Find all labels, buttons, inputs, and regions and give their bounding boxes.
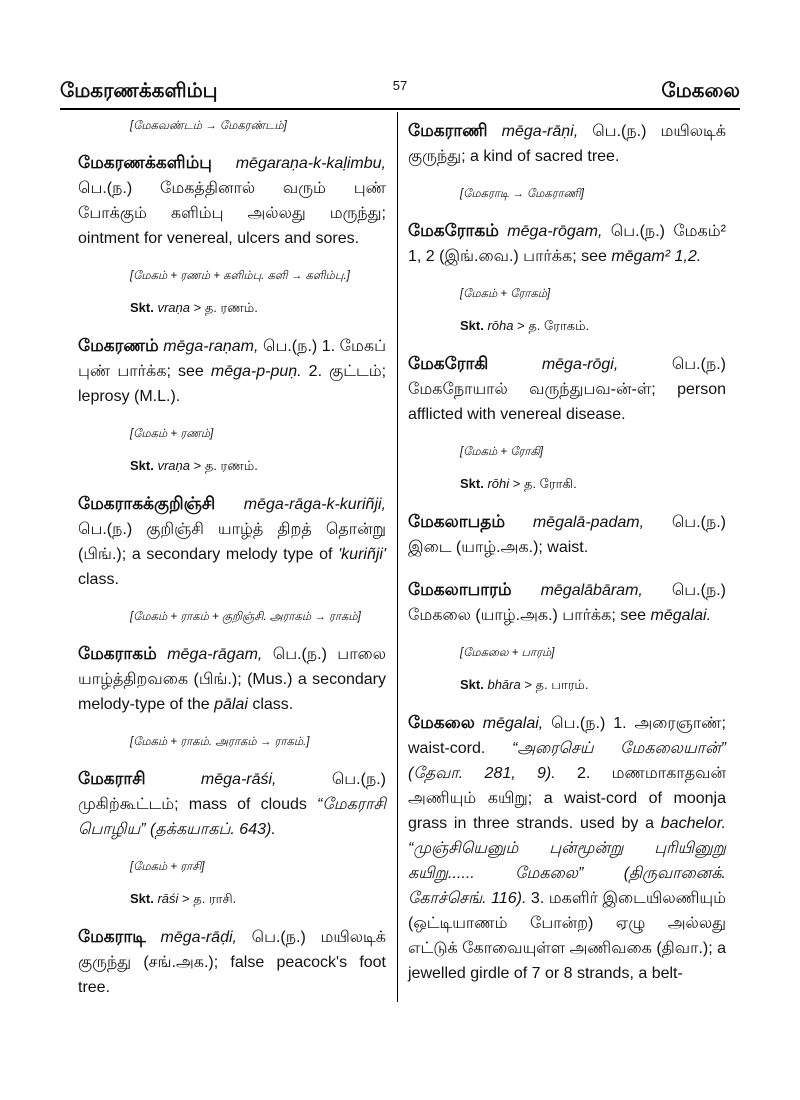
quoted-term: 'kuriñji' bbox=[338, 546, 387, 563]
header-rule bbox=[60, 108, 740, 110]
definition: பெ.(ந.) மயிலடிக் குருந்து; a kind of sacred tree. bbox=[408, 123, 727, 165]
headword: மேகரணக்களிம்பு bbox=[78, 153, 212, 172]
definition: பெ.(ந.) இடை (யாழ்.அக.); waist. bbox=[408, 514, 726, 556]
transliteration: mēga-rāṇi, bbox=[501, 123, 579, 140]
header-left-word: மேகரணக்களிம்பு bbox=[60, 80, 218, 102]
definition: 3. மகளிர் இடையிலணியும் (ஒட்டியாணம் போன்ற) ஏழு அல்லது எட்டுக் கோவையுள்ள அணிவகை (திவா.); a jewelled girdle of 7 or 8 strands, a belt- bbox=[408, 890, 727, 982]
etymology: [மேகராடி → மேகராணி] bbox=[460, 188, 584, 200]
definition: பெ.(ந.) மயிலடிக் குருந்து (சங்.அக.); false peacock's foot tree. bbox=[78, 929, 386, 996]
header-right-word: மேகலை bbox=[661, 80, 740, 102]
headword: மேகலை bbox=[408, 713, 475, 732]
page-number: 57 bbox=[392, 78, 408, 93]
dictionary-entry bbox=[78, 333, 386, 409]
transliteration: mēgaraṇa-k-kaḷimbu, bbox=[235, 155, 386, 172]
left-column bbox=[78, 118, 386, 1017]
see-reference: mēgalai. bbox=[650, 607, 712, 624]
page-header bbox=[60, 76, 740, 106]
definition: பெ.(ந.) முகிற்கூட்டம்; mass of clouds bbox=[78, 771, 386, 813]
definition: பெ.(ந.) குறிஞ்சி யாழ்த் திறத் தொன்று (பிங்.); a secondary melody type of bbox=[78, 521, 386, 563]
definition: பெ.(ந.) மேகத்தினால் வரும் புண் போக்கும் களிம்பு அல்லது மருந்து; ointment for venereal, ulcers and sores. bbox=[78, 180, 386, 247]
etymology: [மேகம் + ராகம் + குறிஞ்சி. அராகம் → ராகம்] bbox=[130, 611, 361, 623]
transliteration: mēga-rāgam, bbox=[167, 646, 263, 663]
definition: class. bbox=[78, 571, 119, 588]
dictionary-entry bbox=[408, 710, 726, 986]
dictionary-entry bbox=[78, 641, 386, 717]
italic-term: pālai bbox=[214, 696, 248, 713]
definition: பெ.(ந.) மேகலை (யாழ்.அக.) பார்க்க; see bbox=[408, 582, 726, 624]
headword: மேகலாபாரம் bbox=[408, 580, 512, 599]
dictionary-entry bbox=[408, 118, 726, 169]
transliteration: mēga-rāga-k-kuriñji, bbox=[243, 496, 386, 513]
dictionary-entry bbox=[408, 218, 726, 269]
sanskrit-origin: Skt. rāśi > த. ராசி. bbox=[130, 891, 237, 906]
transliteration: mēga-rōgi, bbox=[541, 356, 619, 373]
dictionary-entry bbox=[78, 491, 386, 592]
definition: பெ.(ந.) 1. மேகப் புண் பார்க்க; see bbox=[78, 338, 386, 380]
sanskrit-origin: Skt. vraṇa > த. ரணம். bbox=[130, 300, 258, 315]
headword: மேகராணி bbox=[408, 121, 488, 140]
etymology: [மேகவண்டம் → மேகரண்டம்] bbox=[130, 120, 287, 132]
dictionary-entry bbox=[78, 924, 386, 1000]
etymology: [மேகம் + ராசி] bbox=[130, 861, 205, 873]
italic-term: bachelor. bbox=[660, 815, 726, 832]
etymology: [மேகலை + பாரம்] bbox=[460, 647, 555, 659]
column-divider bbox=[397, 112, 398, 1002]
definition: பெ.(ந.) பாலை யாழ்த்திறவகை (பிங்.); (Mus.) a secondary melody-type of the bbox=[78, 646, 386, 713]
sanskrit-origin: Skt. vraṇa > த. ரணம். bbox=[130, 458, 258, 473]
definition: 2. மணமாகாதவன் அணியும் கயிறு; a waist-cord of moonja grass in three strands. used by a bbox=[408, 765, 726, 832]
headword: மேகரோகி bbox=[408, 354, 489, 373]
transliteration: mēga-rāḍi, bbox=[160, 929, 237, 946]
headword: மேகரணம் bbox=[78, 336, 159, 355]
citation-quote: “மேகராசி பொழிய” (தக்கயாகப். 643). bbox=[78, 796, 386, 838]
headword: மேகராடி bbox=[78, 927, 146, 946]
definition: class. bbox=[252, 696, 294, 713]
see-reference: mēgam² 1,2. bbox=[611, 248, 702, 265]
etymology: [மேகம் + ராகம். அராகம் → ராகம்.] bbox=[130, 736, 310, 748]
dictionary-entry bbox=[408, 351, 726, 427]
citation-quote: “முஞ்சியெனும் புன்மூன்று புரியினுறு கயிறு...... மேகலை” (திருவானைக். கோச்செங். 116). bbox=[408, 840, 726, 907]
transliteration: mēgalai, bbox=[482, 715, 544, 732]
headword: மேகலாபதம் bbox=[408, 512, 506, 531]
etymology: [மேகம் + ரோகி] bbox=[460, 446, 544, 458]
transliteration: mēga-rāśi, bbox=[200, 771, 277, 788]
definition: பெ.(ந.) 1. அரைஞாண்; waist-cord. bbox=[408, 715, 726, 757]
headword: மேகராகக்குறிஞ்சி bbox=[78, 494, 216, 513]
definition: பெ.(ந.) மேகம்² 1, 2 (இங்.வை.) பார்க்க; see bbox=[408, 223, 726, 265]
headword: மேகராகம் bbox=[78, 644, 157, 663]
headword: மேகராசி bbox=[78, 769, 146, 788]
sanskrit-origin: Skt. bhāra > த. பாரம். bbox=[460, 677, 589, 692]
etymology: [மேகம் + ரோகம்] bbox=[460, 288, 551, 300]
citation-quote: “அரைசெய் மேகலையான்” (தேவா. 281, 9). bbox=[408, 740, 726, 782]
dictionary-entry bbox=[408, 509, 726, 560]
definition: 2. குட்டம்; leprosy (M.L.). bbox=[78, 363, 387, 405]
headword: மேகரோகம் bbox=[408, 221, 499, 240]
see-reference: mēga-p-puṇ. bbox=[210, 363, 302, 380]
right-column bbox=[408, 118, 726, 1003]
transliteration: mēgalābāram, bbox=[540, 582, 643, 599]
dictionary-entry bbox=[78, 766, 386, 842]
transliteration: mēga-rōgam, bbox=[507, 223, 603, 240]
dictionary-entry bbox=[408, 577, 726, 628]
sanskrit-origin: Skt. rōhi > த. ரோகி. bbox=[460, 476, 577, 491]
transliteration: mēgalā-padam, bbox=[532, 514, 645, 531]
etymology: [மேகம் + ரணம் + களிம்பு. களி → களிம்பு.] bbox=[130, 270, 350, 282]
transliteration: mēga-raṇam, bbox=[163, 338, 259, 355]
sanskrit-origin: Skt. rōha > த. ரோகம். bbox=[460, 318, 590, 333]
etymology: [மேகம் + ரணம்] bbox=[130, 428, 214, 440]
definition: பெ.(ந.) மேகநோயால் வருந்துபவ-ன்-ள்; person afflicted with venereal disease. bbox=[408, 356, 726, 423]
dictionary-entry bbox=[78, 150, 386, 251]
